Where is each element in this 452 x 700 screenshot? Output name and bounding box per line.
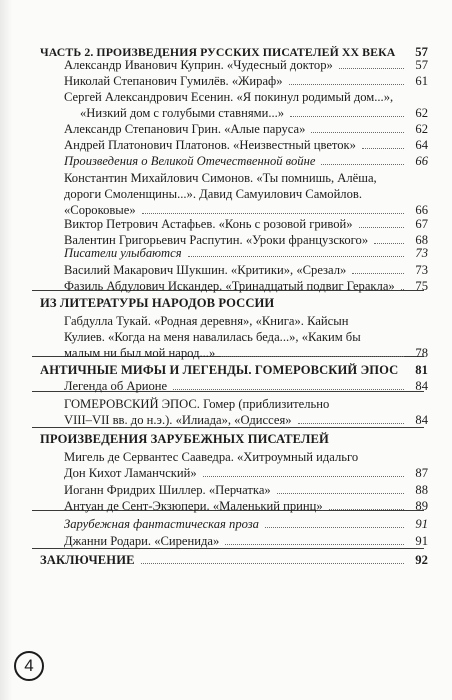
entry-text: Дон Кихот Ламанчский» — [64, 466, 197, 480]
dot-leader — [374, 243, 404, 244]
page-ref: 66 — [415, 203, 428, 217]
section-heading — [0, 295, 452, 311]
page-ref: 66 — [415, 154, 428, 168]
toc-entry — [0, 313, 452, 329]
page-ref: 73 — [415, 246, 428, 260]
page-ref: 62 — [415, 122, 428, 136]
dot-leader — [277, 493, 404, 494]
toc-entry — [0, 345, 452, 361]
page-ref: 88 — [415, 483, 428, 497]
page-ref: 84 — [415, 379, 428, 393]
entry-text: ГОМЕРОВСКИЙ ЭПОС. Гомер (приблизительно — [64, 397, 330, 411]
dot-leader — [298, 423, 404, 424]
section-heading — [0, 431, 452, 447]
dot-leader — [290, 116, 404, 117]
entry-text: Виктор Петрович Астафьев. «Конь с розовой гривой» — [64, 217, 353, 231]
page-ref: 61 — [415, 74, 428, 88]
entry-text: Джанни Родари. «Сиренида» — [64, 534, 220, 548]
entry-text: Василий Макарович Шукшин. «Критики», «Срезал» — [64, 263, 347, 277]
toc-entry — [0, 89, 452, 105]
dot-leader — [188, 256, 404, 257]
entry-text: ЧАСТЬ 2. ПРОИЗВЕДЕНИЯ РУССКИХ ПИСАТЕЛЕЙ XX ВЕКА — [40, 45, 396, 59]
toc-entry — [0, 278, 452, 294]
dot-leader — [352, 273, 404, 274]
dot-leader — [339, 68, 404, 69]
page-number-badge: 4 — [14, 651, 44, 681]
entry-text: Писатели улыбаются — [64, 246, 182, 260]
entry-text: Фазиль Абдулович Искандер. «Тринадцатый подвиг Геракла» — [64, 279, 395, 293]
page-edge-shadow — [0, 0, 12, 700]
toc-entry — [0, 449, 452, 465]
entry-text: ИЗ ЛИТЕРАТУРЫ НАРОДОВ РОССИИ — [40, 296, 275, 310]
dot-leader — [321, 164, 404, 165]
toc-entry — [0, 121, 452, 137]
page-ref: 78 — [415, 346, 428, 360]
page-ref: 57 — [415, 58, 428, 72]
toc-entry — [0, 186, 452, 202]
entry-text: малым ни был мой народ...» — [64, 346, 216, 360]
page-ref: 91 — [415, 534, 428, 548]
subsection-heading — [0, 516, 452, 532]
toc-entry — [0, 498, 452, 514]
page-ref: 84 — [415, 413, 428, 427]
page-ref: 89 — [415, 499, 428, 513]
entry-text: Александр Степанович Грин. «Алые паруса» — [64, 122, 306, 136]
entry-text: Константин Михайлович Симонов. «Ты помнишь, Алёша, — [64, 171, 377, 185]
entry-text: Антуан де Сент-Экзюпери. «Маленький принц» — [64, 499, 323, 513]
entry-text: АНТИЧНЫЕ МИФЫ И ЛЕГЕНДЫ. ГОМЕРОВСКИЙ ЭПОС — [40, 363, 399, 377]
section-heading — [0, 552, 452, 568]
entry-text: Николай Степанович Гумилёв. «Жираф» — [64, 74, 283, 88]
toc-entry — [0, 137, 452, 153]
entry-text: Сергей Александрович Есенин. «Я покинул родимый дом...», — [64, 90, 394, 104]
dot-leader — [203, 476, 404, 477]
toc-entry — [0, 465, 452, 481]
toc-entry — [0, 412, 452, 428]
subsection-heading — [0, 153, 452, 169]
entry-text: Легенда об Арионе — [64, 379, 168, 393]
dot-leader — [289, 84, 405, 85]
toc-entry — [0, 73, 452, 89]
dot-leader — [359, 227, 404, 228]
page-ref: 57 — [415, 45, 428, 59]
page-ref: 62 — [415, 106, 428, 120]
entry-text: «Низкий дом с голубыми ставнями...» — [80, 106, 285, 120]
toc-entry — [0, 482, 452, 498]
entry-text: Александр Иванович Куприн. «Чудесный доктор» — [64, 58, 333, 72]
entry-text: «Сороковые» — [64, 203, 136, 217]
dot-leader — [173, 389, 404, 390]
page-ref: 81 — [415, 363, 428, 377]
dot-leader — [311, 132, 404, 133]
entry-text: Андрей Платонович Платонов. «Неизвестный цветок» — [64, 138, 356, 152]
entry-text: ПРОИЗВЕДЕНИЯ ЗАРУБЕЖНЫХ ПИСАТЕЛЕЙ — [40, 432, 329, 446]
toc-entry — [0, 57, 452, 73]
dot-leader — [221, 356, 404, 357]
page-ref: 67 — [415, 217, 428, 231]
section-heading — [0, 362, 452, 378]
entry-text: Валентин Григорьевич Распутин. «Уроки французского» — [64, 233, 369, 247]
dot-leader — [142, 213, 404, 214]
entry-text: Зарубежная фантастическая проза — [64, 517, 259, 531]
dot-leader — [401, 289, 404, 290]
entry-text: дороги Смоленщины...». Давид Самуилович Самойлов. — [64, 187, 362, 201]
toc-entry — [0, 262, 452, 278]
entry-text: Иоганн Фридрих Шиллер. «Перчатка» — [64, 483, 271, 497]
page-ref: 91 — [415, 517, 428, 531]
entry-text: Мигель де Сервантес Сааведра. «Хитроумный идальго — [64, 450, 359, 464]
entry-text: Кулиев. «Когда на меня навалилась беда...», «Каким бы — [64, 330, 361, 344]
page-ref: 64 — [415, 138, 428, 152]
toc-entry — [0, 105, 452, 121]
page-ref: 87 — [415, 466, 428, 480]
toc-entry — [0, 170, 452, 186]
dot-leader — [141, 563, 404, 564]
dot-leader — [265, 527, 404, 528]
entry-text: Произведения о Великой Отечественной войне — [64, 154, 316, 168]
dot-leader — [329, 509, 404, 510]
entry-text: ЗАКЛЮЧЕНИЕ — [40, 553, 135, 567]
toc-entry — [0, 533, 452, 549]
toc-entry — [0, 378, 452, 394]
page-ref: 68 — [415, 233, 428, 247]
page-ref: 92 — [415, 553, 428, 567]
toc-entry — [0, 216, 452, 232]
page-ref: 73 — [415, 263, 428, 277]
entry-text: VIII–VII вв. до н.э.). «Илиада», «Одиссея» — [64, 413, 292, 427]
page-ref: 75 — [415, 279, 428, 293]
toc-entry — [0, 329, 452, 345]
dot-leader — [362, 148, 404, 149]
dot-leader — [225, 544, 404, 545]
subsection-heading — [0, 245, 452, 261]
entry-text: Габдулла Тукай. «Родная деревня», «Книга». Кайсын — [64, 314, 349, 328]
toc-entry — [0, 396, 452, 412]
